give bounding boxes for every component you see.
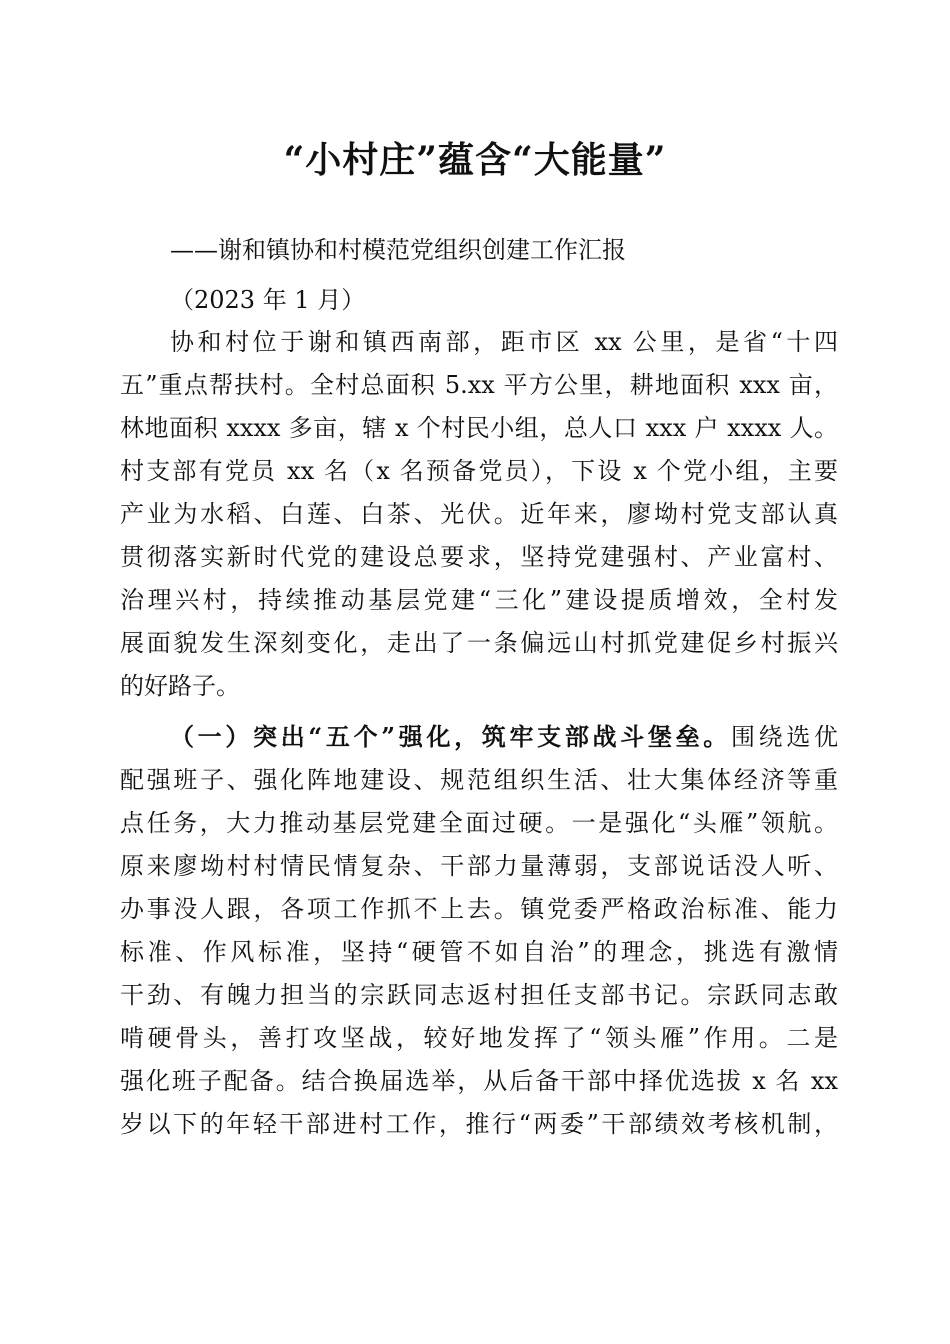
paragraph-line: 林地面积 xxxx 多亩，辖 x 个村民小组，总人口 xxx 户 xxxx 人。 xyxy=(120,414,838,442)
paragraph-line: 岁以下的年轻干部进村工作，推行“两委”干部绩效考核机制， xyxy=(120,1110,838,1138)
document-title: “小村庄”蕴含“大能量” xyxy=(283,139,667,181)
paragraph-line: 村支部有党员 xx 名（x 名预备党员），下设 x 个党小组，主要 xyxy=(120,457,838,485)
paragraph-line: 五”重点帮扶村。全村总面积 5.xx 平方公里，耕地面积 xxx 亩， xyxy=(120,371,838,399)
paragraph-line: 协和村位于谢和镇西南部，距市区 xx 公里，是省“十四 xyxy=(170,328,838,356)
paragraph-line: 展面貌发生深刻变化，走出了一条偏远山村抓党建促乡村振兴 xyxy=(120,629,838,657)
document-date: （2023 年 1 月） xyxy=(170,286,366,314)
document-subtitle: ——谢和镇协和村模范党组织创建工作汇报 xyxy=(170,236,626,264)
paragraph-line: 贯彻落实新时代党的建设总要求，坚持党建强村、产业富村、 xyxy=(120,543,838,571)
paragraph-line xyxy=(170,717,838,757)
paragraph-text: 围绕选优 xyxy=(730,723,839,751)
paragraph-line: 标准、作风标准，坚持“硬管不如自治”的理念，挑选有激情 xyxy=(120,938,838,966)
paragraph-line: 的好路子。 xyxy=(120,672,240,700)
paragraph-line: 产业为水稻、白莲、白茶、光伏。近年来，廖坳村党支部认真 xyxy=(120,500,838,528)
paragraph-line: 治理兴村，持续推动基层党建“三化”建设提质增效，全村发 xyxy=(120,586,838,614)
paragraph-line: 配强班子、强化阵地建设、规范组织生活、壮大集体经济等重 xyxy=(120,766,838,794)
paragraph-line: 原来廖坳村村情民情复杂、干部力量薄弱，支部说话没人听、 xyxy=(120,852,838,880)
paragraph-line: 啃硬骨头，善打攻坚战，较好地发挥了“领头雁”作用。二是 xyxy=(120,1024,838,1052)
paragraph-line: 干劲、有魄力担当的宗跃同志返村担任支部书记。宗跃同志敢 xyxy=(120,981,838,1009)
paragraph-line: 点任务，大力推动基层党建全面过硬。一是强化“头雁”领航。 xyxy=(120,809,838,837)
section-heading: （一）突出“五个”强化，筑牢支部战斗堡垒。 xyxy=(170,722,731,751)
paragraph-line: 办事没人跟，各项工作抓不上去。镇党委严格政治标准、能力 xyxy=(120,895,838,923)
paragraph-line: 强化班子配备。结合换届选举，从后备干部中择优选拔 x 名 xx xyxy=(120,1067,838,1095)
